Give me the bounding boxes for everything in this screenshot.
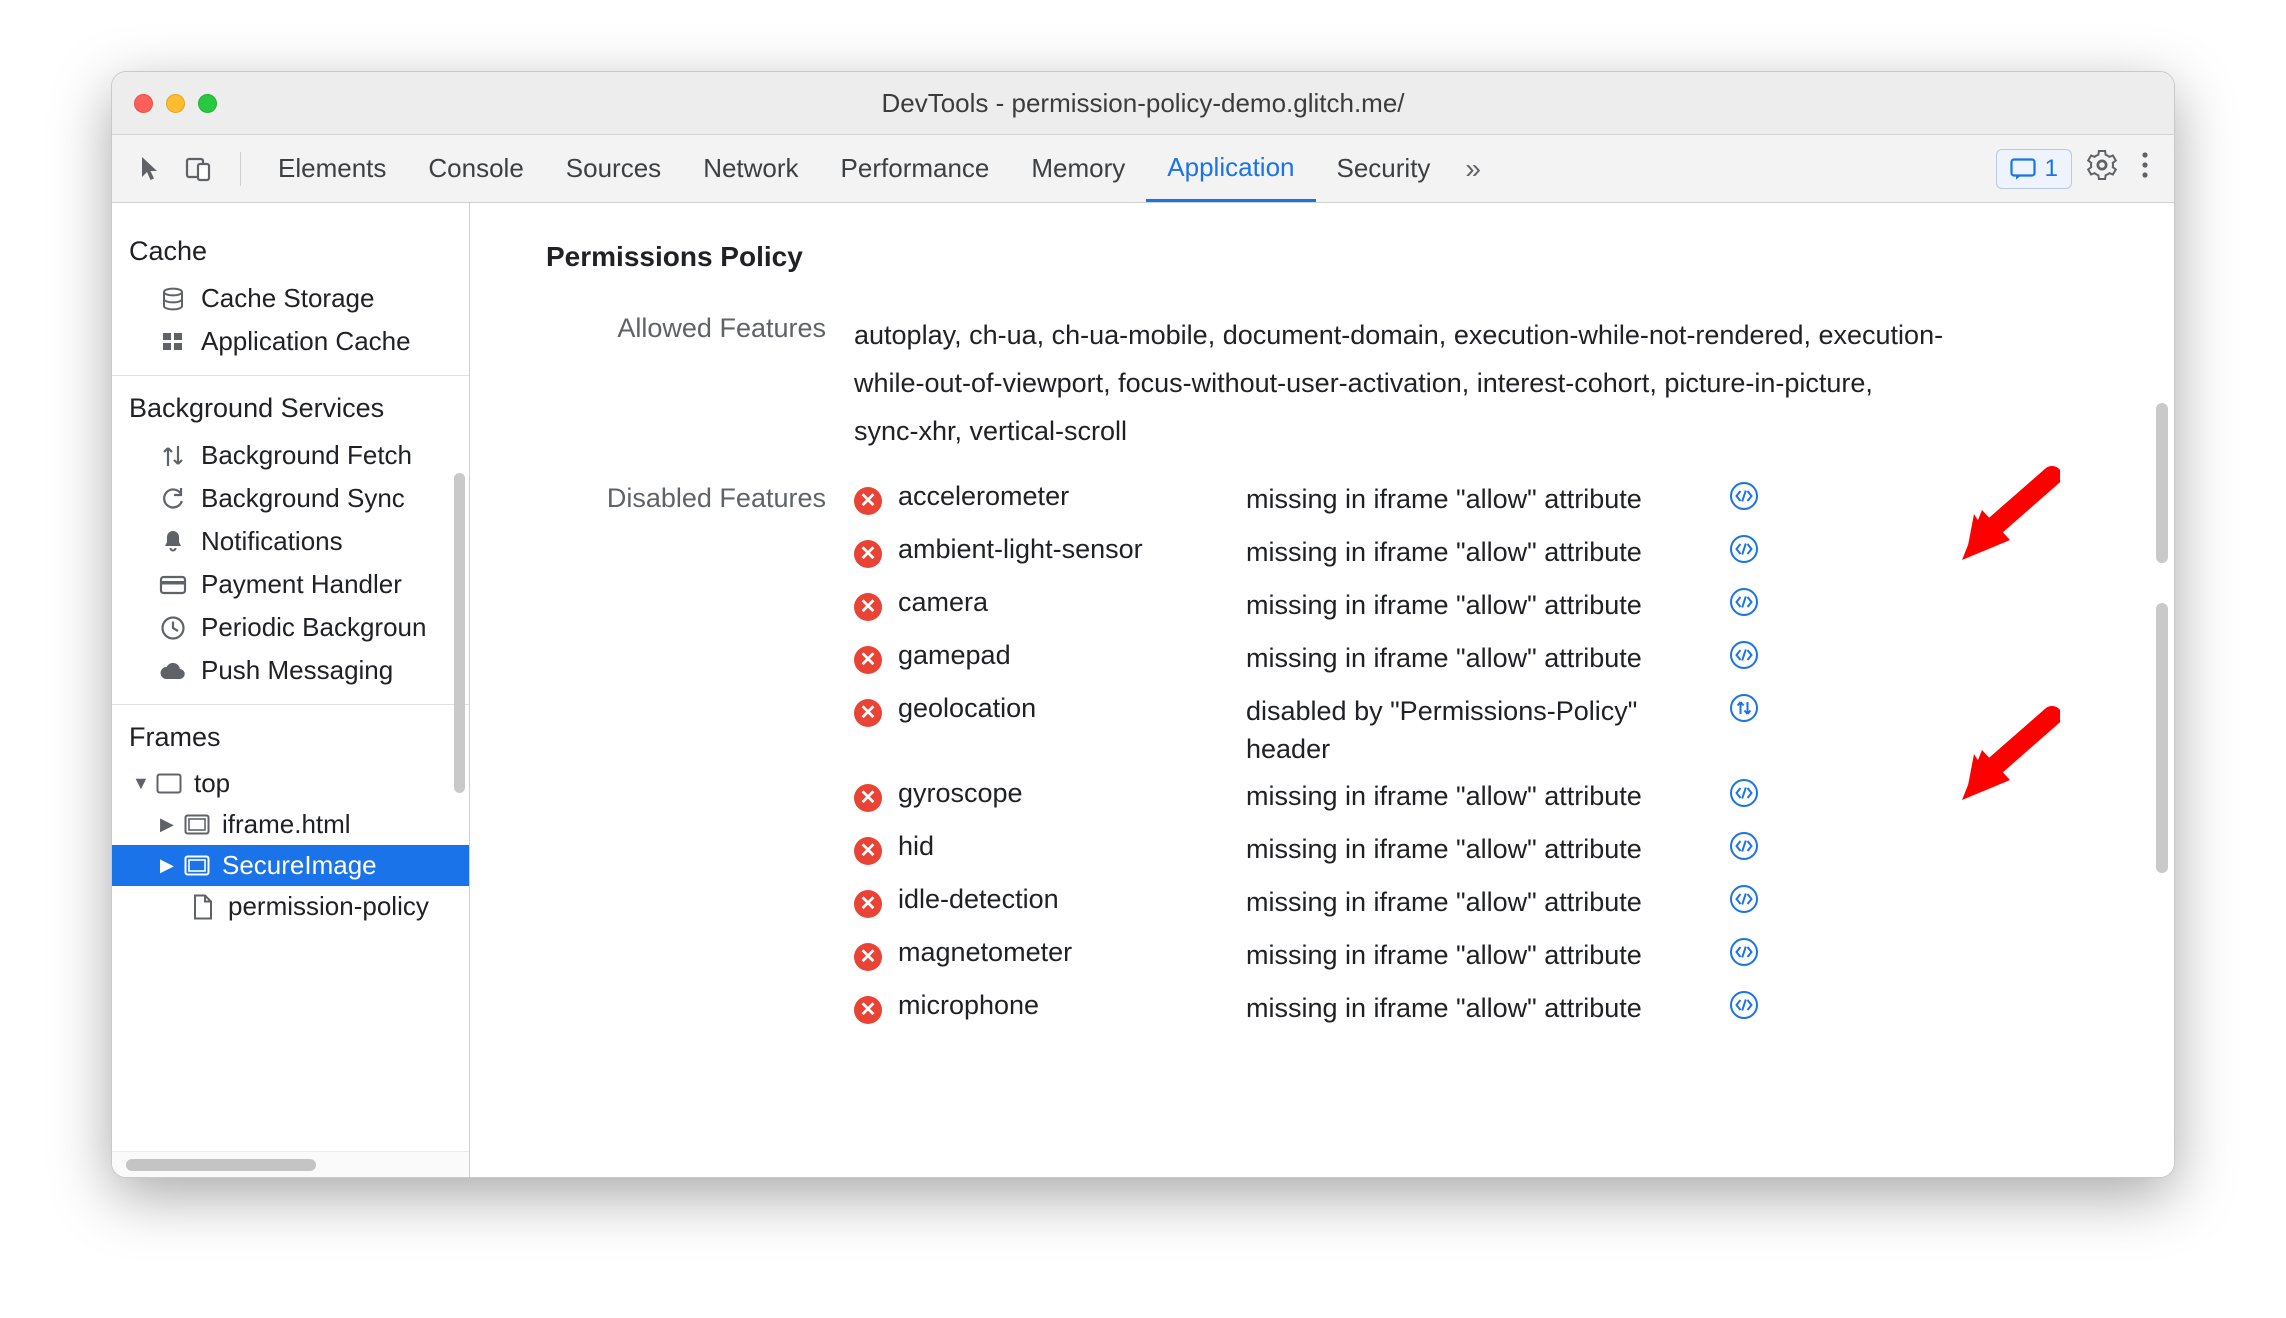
frame-tree-item-top[interactable] bbox=[112, 763, 469, 804]
message-count-label: 1 bbox=[2044, 154, 2058, 182]
frame-tree-label: top bbox=[194, 768, 231, 798]
sidebar-item-label: Push Messaging bbox=[201, 655, 394, 685]
tab-network[interactable]: Network bbox=[703, 153, 799, 183]
disabled-feature-row bbox=[854, 937, 1764, 981]
code-icon[interactable] bbox=[1724, 831, 1764, 861]
disabled-feature-row bbox=[854, 884, 1764, 928]
tab-application[interactable]: Application bbox=[1146, 135, 1315, 202]
grid-icon bbox=[156, 329, 190, 355]
sidebar-item-payment-handler[interactable] bbox=[112, 563, 469, 606]
tab-sources[interactable]: Sources bbox=[565, 153, 662, 183]
disabled-features-label: Disabled Features bbox=[606, 483, 826, 514]
main-vertical-scroll-thumb-lower[interactable] bbox=[2156, 603, 2168, 873]
database-icon bbox=[156, 286, 190, 312]
sidebar-item-label: Cache Storage bbox=[201, 283, 375, 313]
feature-reason: missing in iframe "allow" attribute bbox=[1246, 833, 1642, 864]
code-icon[interactable] bbox=[1724, 778, 1764, 808]
frame-icon bbox=[182, 854, 212, 878]
device-toggle-icon[interactable] bbox=[176, 146, 222, 192]
feature-reason: missing in iframe "allow" attribute bbox=[1246, 590, 1642, 621]
more-tabs-icon[interactable]: » bbox=[1465, 152, 1481, 184]
sync-icon bbox=[156, 486, 190, 512]
feature-name: magnetometer bbox=[898, 936, 1073, 967]
disabled-features-list bbox=[854, 481, 1764, 1043]
credit-card-icon bbox=[156, 573, 190, 597]
sidebar-section-cache: Cache bbox=[129, 236, 208, 266]
sidebar-item-label: Payment Handler bbox=[201, 569, 402, 599]
bell-icon bbox=[156, 529, 190, 555]
sidebar-vertical-scrollbar[interactable] bbox=[454, 473, 465, 793]
error-icon: ✕ bbox=[854, 699, 882, 727]
frame-tree-label: SecureImage bbox=[222, 850, 377, 880]
feature-name: idle-detection bbox=[898, 883, 1059, 914]
code-icon[interactable] bbox=[1724, 587, 1764, 617]
tab-elements[interactable]: Elements bbox=[278, 153, 387, 183]
sidebar-item-label: Periodic Backgroun bbox=[201, 612, 427, 642]
code-icon[interactable] bbox=[1724, 640, 1764, 670]
disabled-feature-row bbox=[854, 640, 1764, 684]
main-vertical-scroll-thumb-upper[interactable] bbox=[2156, 403, 2168, 563]
feature-reason: missing in iframe "allow" attribute bbox=[1246, 484, 1642, 515]
error-icon: ✕ bbox=[854, 890, 882, 918]
disabled-feature-row bbox=[854, 587, 1764, 631]
code-icon[interactable] bbox=[1724, 481, 1764, 511]
allowed-features-value: autoplay, ch-ua, ch-ua-mobile, document-domain, execution-while-not-rendered, execution-while-out-of-viewport, focus-without-user-activation, interest-cohort, picture-in-picture, sync-xhr, vertical-scroll bbox=[854, 320, 1944, 447]
disabled-feature-row bbox=[854, 831, 1764, 875]
toolbar-divider bbox=[240, 152, 241, 186]
feature-name: accelerometer bbox=[898, 481, 1070, 512]
allowed-features-row bbox=[546, 311, 2174, 455]
error-icon: ✕ bbox=[854, 837, 882, 865]
disabled-feature-row bbox=[854, 778, 1764, 822]
code-icon[interactable] bbox=[1724, 884, 1764, 914]
feature-reason: missing in iframe "allow" attribute bbox=[1246, 886, 1642, 917]
disabled-feature-row bbox=[854, 990, 1764, 1034]
feature-reason: missing in iframe "allow" attribute bbox=[1246, 780, 1642, 811]
sidebar-divider bbox=[112, 704, 469, 705]
sidebar-item-label: Background Fetch bbox=[201, 440, 413, 470]
chevron-down-icon[interactable]: ▼ bbox=[132, 773, 150, 793]
permissions-policy-panel bbox=[470, 203, 2174, 1177]
window-titlebar bbox=[112, 72, 2174, 135]
disabled-feature-row bbox=[854, 481, 1764, 525]
devtools-toolbar bbox=[112, 135, 2174, 203]
devtools-body bbox=[112, 203, 2174, 1177]
sidebar-item-notifications[interactable] bbox=[112, 520, 469, 563]
frame-tree-label: iframe.html bbox=[222, 809, 351, 839]
panel-tabs bbox=[257, 135, 1495, 202]
feature-name: camera bbox=[898, 587, 989, 618]
error-icon: ✕ bbox=[854, 487, 882, 515]
disabled-feature-row bbox=[854, 693, 1764, 769]
gear-icon[interactable] bbox=[2086, 149, 2118, 189]
document-icon bbox=[188, 895, 218, 919]
feature-reason: disabled by "Permissions-Policy" header bbox=[1246, 696, 1638, 764]
code-icon[interactable] bbox=[1724, 534, 1764, 564]
disabled-feature-row bbox=[854, 534, 1764, 578]
feature-name: geolocation bbox=[898, 693, 1037, 724]
feature-reason: missing in iframe "allow" attribute bbox=[1246, 643, 1642, 674]
tab-security[interactable]: Security bbox=[1336, 153, 1431, 183]
feature-reason: missing in iframe "allow" attribute bbox=[1246, 939, 1642, 970]
error-icon: ✕ bbox=[854, 996, 882, 1024]
frame-tree-label: permission-policy bbox=[228, 891, 429, 921]
feature-name: ambient-light-sensor bbox=[898, 534, 1143, 565]
sidebar-item-application-cache[interactable] bbox=[112, 320, 469, 363]
frame-tree-item-permission-policy[interactable] bbox=[112, 886, 469, 927]
sidebar-item-background-fetch[interactable] bbox=[112, 434, 469, 477]
sidebar-clipped-row bbox=[112, 209, 469, 225]
frame-tree-item-iframe-html[interactable] bbox=[112, 804, 469, 845]
feature-name: hid bbox=[898, 830, 935, 861]
clock-icon bbox=[156, 615, 190, 641]
sidebar-item-label: Application Cache bbox=[201, 326, 411, 356]
error-icon: ✕ bbox=[854, 540, 882, 568]
error-icon: ✕ bbox=[854, 784, 882, 812]
sidebar-divider bbox=[112, 375, 469, 376]
frame-icon bbox=[154, 772, 184, 796]
sidebar-item-label: Notifications bbox=[201, 526, 343, 556]
error-icon: ✕ bbox=[854, 593, 882, 621]
allowed-features-label: Allowed Features bbox=[617, 313, 826, 343]
feature-name: gamepad bbox=[898, 640, 1011, 671]
frame-tree-item-secureimage[interactable] bbox=[112, 845, 469, 886]
inspect-cursor-icon[interactable] bbox=[128, 146, 174, 192]
window-title: DevTools - permission-policy-demo.glitch.me/ bbox=[881, 88, 1405, 118]
sidebar-scroll-area bbox=[112, 203, 469, 1150]
cloud-icon bbox=[156, 660, 190, 682]
sidebar-item-periodic-background-sync[interactable] bbox=[112, 606, 469, 649]
sidebar-section-frames: Frames bbox=[129, 722, 221, 752]
feature-name: gyroscope bbox=[898, 777, 1023, 808]
sidebar-item-push-messaging[interactable] bbox=[112, 649, 469, 692]
sidebar-section-background-services: Background Services bbox=[129, 393, 385, 423]
code-icon[interactable] bbox=[1724, 937, 1764, 967]
error-icon: ✕ bbox=[854, 943, 882, 971]
devtools-window bbox=[112, 72, 2174, 1177]
message-icon bbox=[2010, 158, 2036, 180]
error-icon: ✕ bbox=[854, 646, 882, 674]
tab-memory[interactable]: Memory bbox=[1031, 153, 1126, 183]
sidebar-item-background-sync[interactable] bbox=[112, 477, 469, 520]
toolbar-right-group bbox=[1996, 149, 2158, 189]
feature-name: microphone bbox=[898, 989, 1040, 1020]
tab-console[interactable]: Console bbox=[428, 153, 524, 183]
sidebar-item-cache-storage[interactable] bbox=[112, 277, 469, 320]
arrows-updown-circle-icon[interactable] bbox=[1724, 693, 1764, 723]
arrows-updown-icon bbox=[156, 443, 190, 469]
page-title: Permissions Policy bbox=[546, 241, 803, 272]
feature-reason: missing in iframe "allow" attribute bbox=[1246, 537, 1642, 568]
kebab-menu-icon[interactable] bbox=[2132, 149, 2158, 189]
tab-performance[interactable]: Performance bbox=[840, 153, 990, 183]
sidebar-horizontal-scroll-thumb[interactable] bbox=[126, 1159, 316, 1171]
frame-icon bbox=[182, 813, 212, 837]
application-sidebar bbox=[112, 203, 470, 1177]
sidebar-horizontal-scrollbar[interactable] bbox=[112, 1151, 469, 1177]
code-icon[interactable] bbox=[1724, 990, 1764, 1020]
chevron-right-icon[interactable]: ▶ bbox=[160, 814, 174, 834]
message-count-badge[interactable] bbox=[1996, 149, 2072, 189]
chevron-right-icon[interactable]: ▶ bbox=[160, 855, 174, 875]
sidebar-item-label: Background Sync bbox=[201, 483, 405, 513]
disabled-features-row bbox=[546, 481, 2174, 1043]
feature-reason: missing in iframe "allow" attribute bbox=[1246, 992, 1642, 1023]
